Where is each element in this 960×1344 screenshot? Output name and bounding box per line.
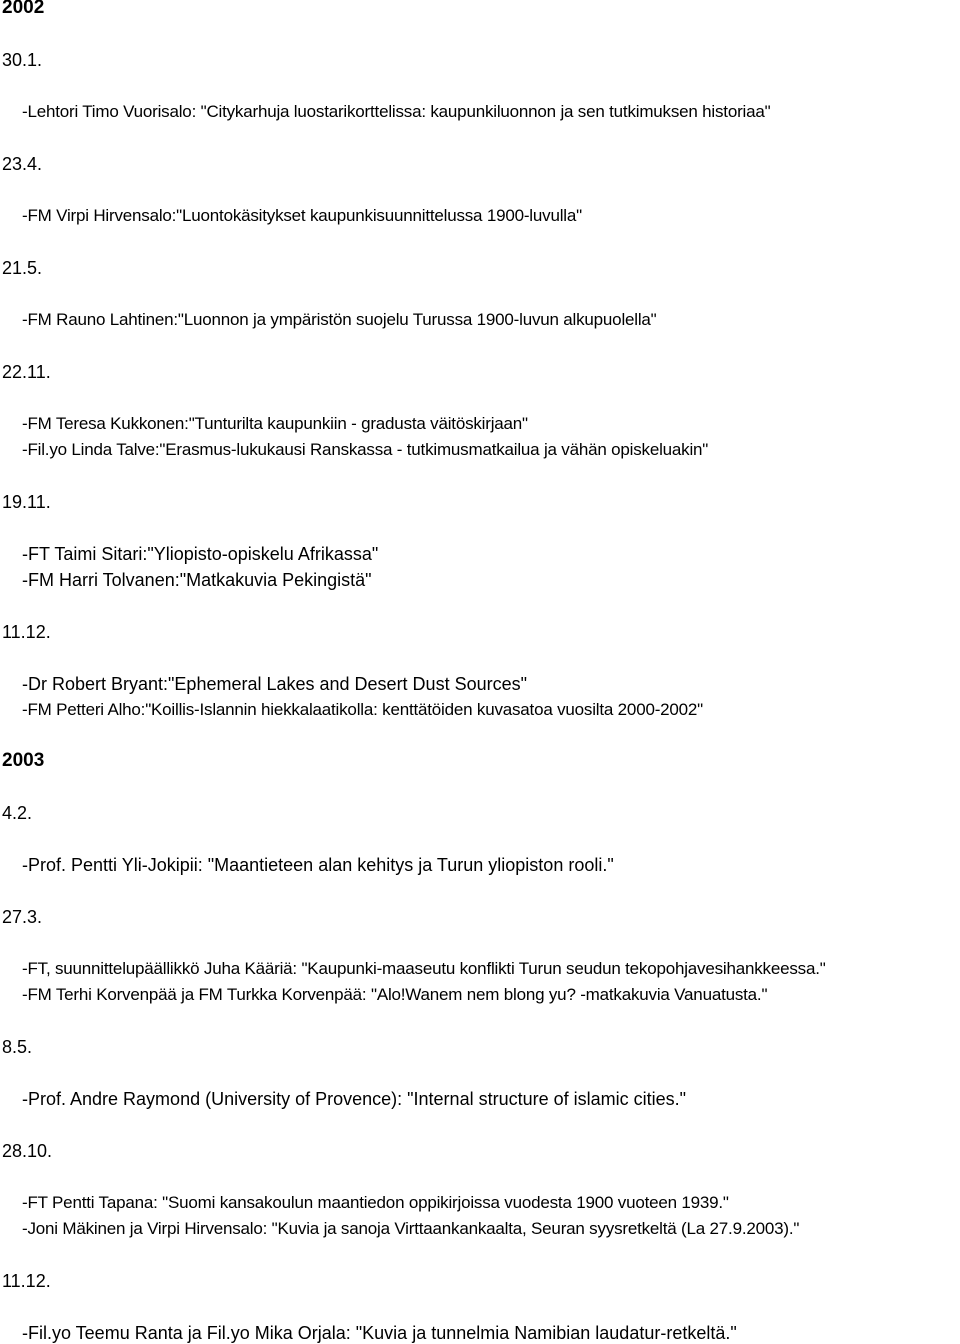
lecture-date: 11.12. [2,622,51,642]
lecture-entry: -Joni Mäkinen ja Virpi Hirvensalo: "Kuvia ja sanoja Virttaankankaalta, Seuran syysretkeltä (La 27.9.2003)." [22,1219,800,1238]
lecture-entry: -Prof. Andre Raymond (University of Provence): "Internal structure of islamic cities." [22,1089,687,1109]
lecture-date: 19.11. [2,492,51,512]
lecture-entry: -FM Petteri Alho:"Koillis-Islannin hiekkalaatikolla: kenttätöiden kuvasatoa vuosilta 2000-2002" [22,700,704,719]
lecture-date: 4.2. [2,803,33,823]
year-heading-2003: 2003 [2,750,45,771]
year-heading-2002: 2002 [2,0,45,18]
lecture-entry: -FM Teresa Kukkonen:"Tunturilta kaupunkiin - gradusta väitöskirjaan" [22,414,528,433]
lecture-date: 21.5. [2,258,43,278]
lecture-entry: -FM Harri Tolvanen:"Matkakuvia Pekingistä" [22,570,372,590]
lecture-entry: -FM Virpi Hirvensalo:"Luontokäsitykset kaupunkisuunnittelussa 1900-luvulla" [22,206,582,225]
lecture-entry: -FM Terhi Korvenpää ja FM Turkka Korvenpää: "Alo!Wanem nem blong yu? -matkakuvia Vanuatusta." [22,985,768,1004]
lecture-date: 23.4. [2,154,43,174]
lecture-date: 28.10. [2,1141,53,1161]
lecture-date: 27.3. [2,907,43,927]
lecture-entry: -Dr Robert Bryant:"Ephemeral Lakes and Desert Dust Sources" [22,674,527,694]
lecture-entry: -FT Taimi Sitari:"Yliopisto-opiskelu Afrikassa" [22,544,379,564]
lecture-entry: -FT, suunnittelupäällikkö Juha Kääriä: "Kaupunki-maaseutu konflikti Turun seudun tekopohjavesihankkeessa." [22,959,826,978]
lecture-entry: -Lehtori Timo Vuorisalo: "Citykarhuja luostarikorttelissa: kaupunkiluonnon ja sen tutkimuksen historiaa" [22,102,771,121]
lecture-entry: -Fil.yo Linda Talve:"Erasmus-lukukausi Ranskassa - tutkimusmatkailua ja vähän opiskeluakin" [22,440,709,459]
lecture-entry: -Fil.yo Teemu Ranta ja Fil.yo Mika Orjala: "Kuvia ja tunnelmia Namibian laudatur-retkeltä." [22,1323,737,1343]
lecture-date: 30.1. [2,50,43,70]
lecture-entry: -FT Pentti Tapana: "Suomi kansakoulun maantiedon oppikirjoissa vuodesta 1900 vuoteen 1939." [22,1193,729,1212]
lecture-date: 11.12. [2,1271,51,1291]
lecture-date: 22.11. [2,362,51,382]
lecture-date: 8.5. [2,1037,33,1057]
lecture-entry: -Prof. Pentti Yli-Jokipii: "Maantieteen alan kehitys ja Turun yliopiston rooli." [22,855,614,875]
lecture-entry: -FM Rauno Lahtinen:"Luonnon ja ympäristön suojelu Turussa 1900-luvun alkupuolella" [22,310,657,329]
